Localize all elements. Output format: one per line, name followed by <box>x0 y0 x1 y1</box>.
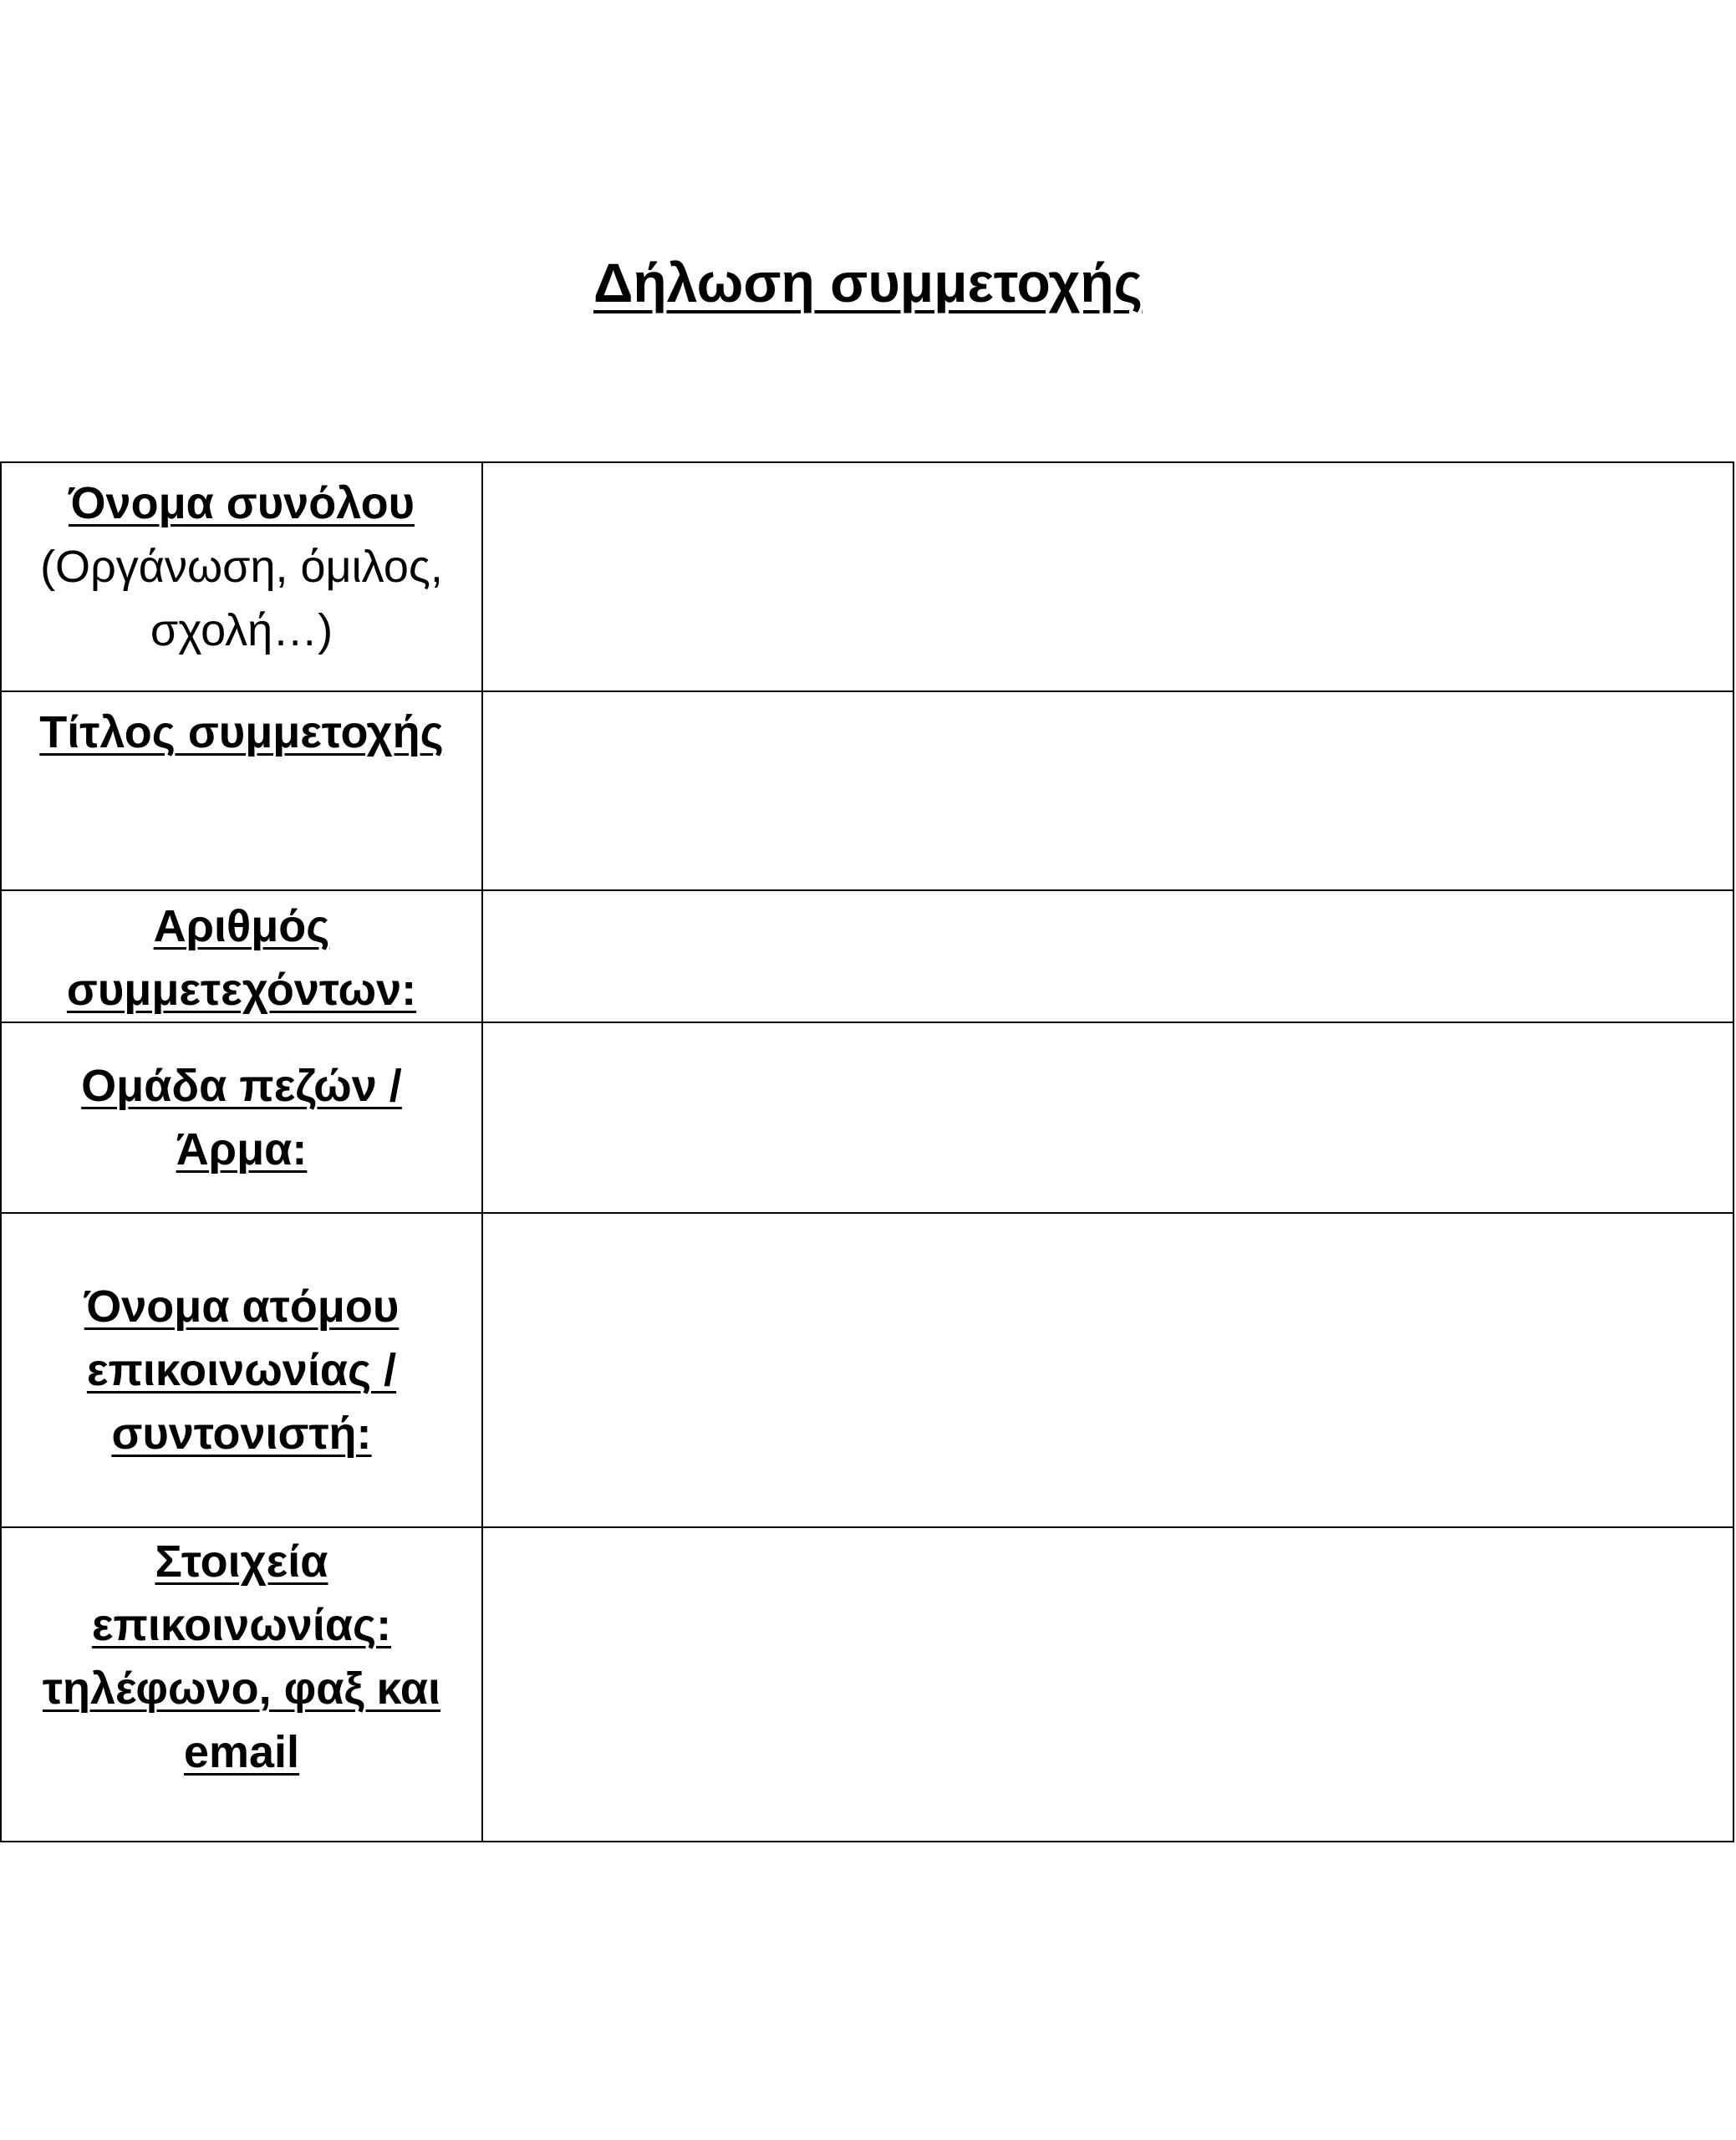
table-row <box>1 462 1733 691</box>
table-row <box>1 1527 1733 1842</box>
group-name-hint: (Οργάνωση, όμιλος, σχολή…) <box>40 542 443 655</box>
table-row <box>1 691 1733 890</box>
row-label-cell <box>1 1022 482 1213</box>
row-label-cell <box>1 691 482 890</box>
participants-count-label: Αριθμός συμμετεχόντων: <box>66 901 417 1015</box>
entry-title-label: Τίτλος συμμετοχής <box>39 707 444 757</box>
group-type-field[interactable] <box>482 1022 1733 1213</box>
row-label-cell <box>1 1213 482 1527</box>
group-name-label: Όνομα συνόλου <box>69 478 415 528</box>
table-row <box>1 1213 1733 1527</box>
contact-person-field[interactable] <box>482 1213 1733 1527</box>
participation-form-table <box>0 461 1734 1842</box>
table-row <box>1 890 1733 1022</box>
row-label-cell <box>1 462 482 691</box>
group-name-field[interactable] <box>482 462 1733 691</box>
row-label-cell <box>1 1527 482 1842</box>
entry-title-field[interactable] <box>482 691 1733 890</box>
participants-count-field[interactable] <box>482 890 1733 1022</box>
page-title: Δήλωση συμμετοχής <box>593 252 1143 313</box>
contact-person-label: Όνομα ατόμου επικοινωνίας / συντονιστή: <box>84 1281 400 1459</box>
row-label-cell <box>1 890 482 1022</box>
contact-details-label: Στοιχεία επικοινωνίας: τηλέφωνο, φαξ και email <box>42 1536 441 1777</box>
table-row <box>1 1022 1733 1213</box>
contact-details-field[interactable] <box>482 1527 1733 1842</box>
group-type-label: Ομάδα πεζών / Άρμα: <box>81 1061 402 1174</box>
